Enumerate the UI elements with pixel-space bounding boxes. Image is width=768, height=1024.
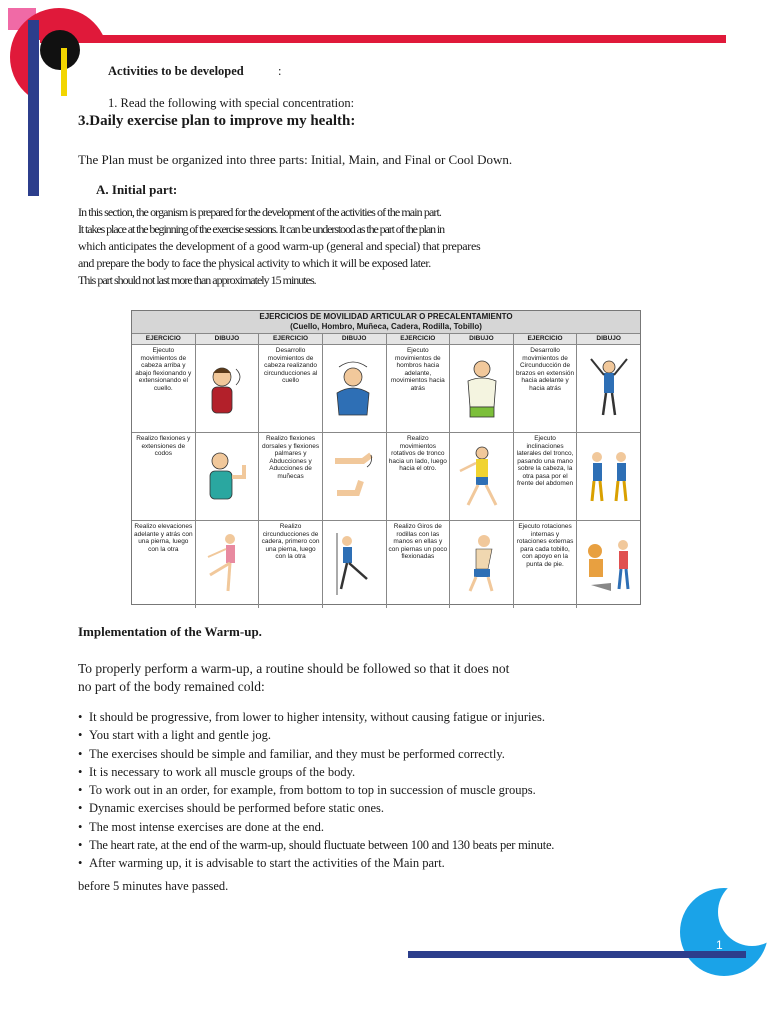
header-cell: DIBUJO — [596, 335, 621, 342]
header-cell: EJERCICIO — [132, 334, 196, 344]
table-header-row — [132, 333, 640, 345]
list-item: • You start with a light and gentle jog. — [78, 728, 554, 746]
list-item: • The heart rate, at the end of the warm-up, should fluctuate between 100 and 130 beats per minute. — [78, 838, 554, 856]
exercise-text: Ejecuto inclinaciones laterales del tronco, pasando una mano sobre la cabeza, la otra pasa por el frente del abdomen — [516, 435, 574, 487]
exercise-text: Ejecuto rotaciones internas y rotaciones externas para cada tobillo, con apoyo en la punta de pie. — [516, 523, 574, 568]
exercise-text: Realizo elevaciones adelante y atrás con una pierna, luego con la otra — [134, 523, 193, 553]
leg-raise-drawing — [196, 521, 260, 608]
list-item: • It should be progressive, from lower to higher intensity, without causing fatigue or injuries. — [78, 710, 554, 728]
list-item: • After warming up, it is advisable to start the activities of the Main part. — [78, 856, 554, 874]
exercise-text: Realizo circunducciones de cadera, primero con una pierna, luego con la otra — [261, 523, 320, 560]
header-cell: DIBUJO — [323, 334, 387, 344]
trunk-rotation-drawing — [450, 433, 514, 520]
activities-colon: : — [278, 64, 282, 78]
closing-line: before 5 minutes have passed. — [78, 879, 229, 893]
header-cell: EJERCICIO — [387, 334, 451, 344]
exercise-text: Realizo flexiones dorsales y flexiones palmares y Abducciones y Aducciones de muñecas — [262, 435, 320, 480]
neck-circumduction-drawing — [323, 345, 387, 432]
elbow-flexion-drawing — [196, 433, 260, 520]
table-title — [132, 311, 640, 333]
knee-rotation-drawing — [450, 521, 514, 608]
warmup-exercise-table — [131, 310, 641, 605]
table-row — [132, 433, 640, 521]
exercise-text: Desarrollo movimientos de Circunducción de brazos en extensión hacia adelante y hacia atrás — [515, 347, 575, 392]
table-row — [132, 521, 640, 608]
plan-intro: The Plan must be organized into three parts: Initial, Main, and Final or Cool Down. — [78, 152, 513, 167]
header-cell: DIBUJO — [196, 334, 260, 344]
exercise-text: Realizo Giros de rodillas con las manos en ellas y con piernas un poco flexionadas — [388, 523, 448, 560]
implementation-heading: Implementation of the Warm-up. — [78, 624, 262, 639]
paragraph-line-3: which anticipates the development of a good warm-up (general and special) that prepares — [78, 239, 481, 253]
list-item: • It is necessary to work all muscle groups of the body. — [78, 765, 554, 783]
instruction-text: 1. Read the following with special concentration: — [108, 96, 355, 110]
table-title-line-1: EJERCICIOS DE MOVILIDAD ARTICULAR O PRECALENTAMIENTO — [259, 312, 513, 321]
list-item: • The exercises should be simple and familiar, and they must be performed correctly. — [78, 747, 554, 765]
paragraph-line-2: It takes place at the beginning of the exercise sessions. It can be understood as the part of the plan in — [78, 222, 445, 236]
list-item: • The most intense exercises are done at the end. — [78, 820, 554, 838]
shoulder-movement-drawing — [450, 345, 514, 432]
wrist-movement-drawing — [323, 433, 387, 520]
paragraph-line-1: In this section, the organism is prepared for the development of the activities of the main part. — [78, 205, 442, 219]
warmup-rules-list — [78, 710, 554, 875]
table-title-line-2: (Cuello, Hombro, Muñeca, Cadera, Rodilla, Tobillo) — [290, 322, 482, 331]
exercise-text: Desarrollo movimientos de cabeza realizando circunducciones al cuello — [263, 347, 318, 384]
header-cell: EJERCICIO — [259, 334, 323, 344]
yellow-bar-decoration — [61, 48, 67, 96]
exercise-text: Ejecuto movimientos de cabeza arriba y abajo flexionando y extensionando el cuello. — [135, 347, 192, 392]
table-row — [132, 345, 640, 433]
hip-circumduction-drawing — [323, 521, 387, 608]
navy-vertical-bar — [28, 20, 39, 196]
implementation-intro-line-2: no part of the body remained cold: — [78, 679, 265, 694]
arm-circumduction-drawing — [577, 345, 640, 432]
list-item: • To work out in an order, for example, from bottom to top in succession of muscle groups. — [78, 783, 554, 801]
exercise-text: Realizo movimientos rotativos de tronco hacia un lado, luego hacia el otro. — [388, 435, 447, 472]
black-circle-decoration — [40, 30, 80, 70]
paragraph-line-4: and prepare the body to face the physical activity to which it will be exposed later. — [78, 256, 431, 270]
list-item: • Dynamic exercises should be performed before static ones. — [78, 801, 554, 819]
neck-flexion-drawing — [196, 345, 260, 432]
paragraph-line-5: This part should not last more than approximately 15 minutes. — [78, 273, 316, 287]
red-header-line — [40, 35, 726, 43]
navy-footer-bar — [408, 951, 746, 958]
activities-label: Activities to be developed — [108, 64, 244, 78]
initial-part-heading: A. Initial part: — [96, 182, 178, 197]
implementation-intro-line-1: To properly perform a warm-up, a routine should be followed so that it does not — [78, 661, 510, 676]
exercise-text: Realizo flexiones y extensiones de codos — [136, 435, 191, 457]
ankle-rotation-drawing — [577, 521, 640, 608]
header-cell: DIBUJO — [450, 334, 514, 344]
page-number: 1 — [716, 938, 723, 952]
lateral-inclination-drawing — [577, 433, 640, 520]
header-cell: EJERCICIO — [514, 334, 578, 344]
section-title: 3.Daily exercise plan to improve my health: — [78, 113, 356, 129]
exercise-text: Ejecuto movimientos de hombros hacia adelante, movimientos hacia atrás — [390, 347, 445, 392]
